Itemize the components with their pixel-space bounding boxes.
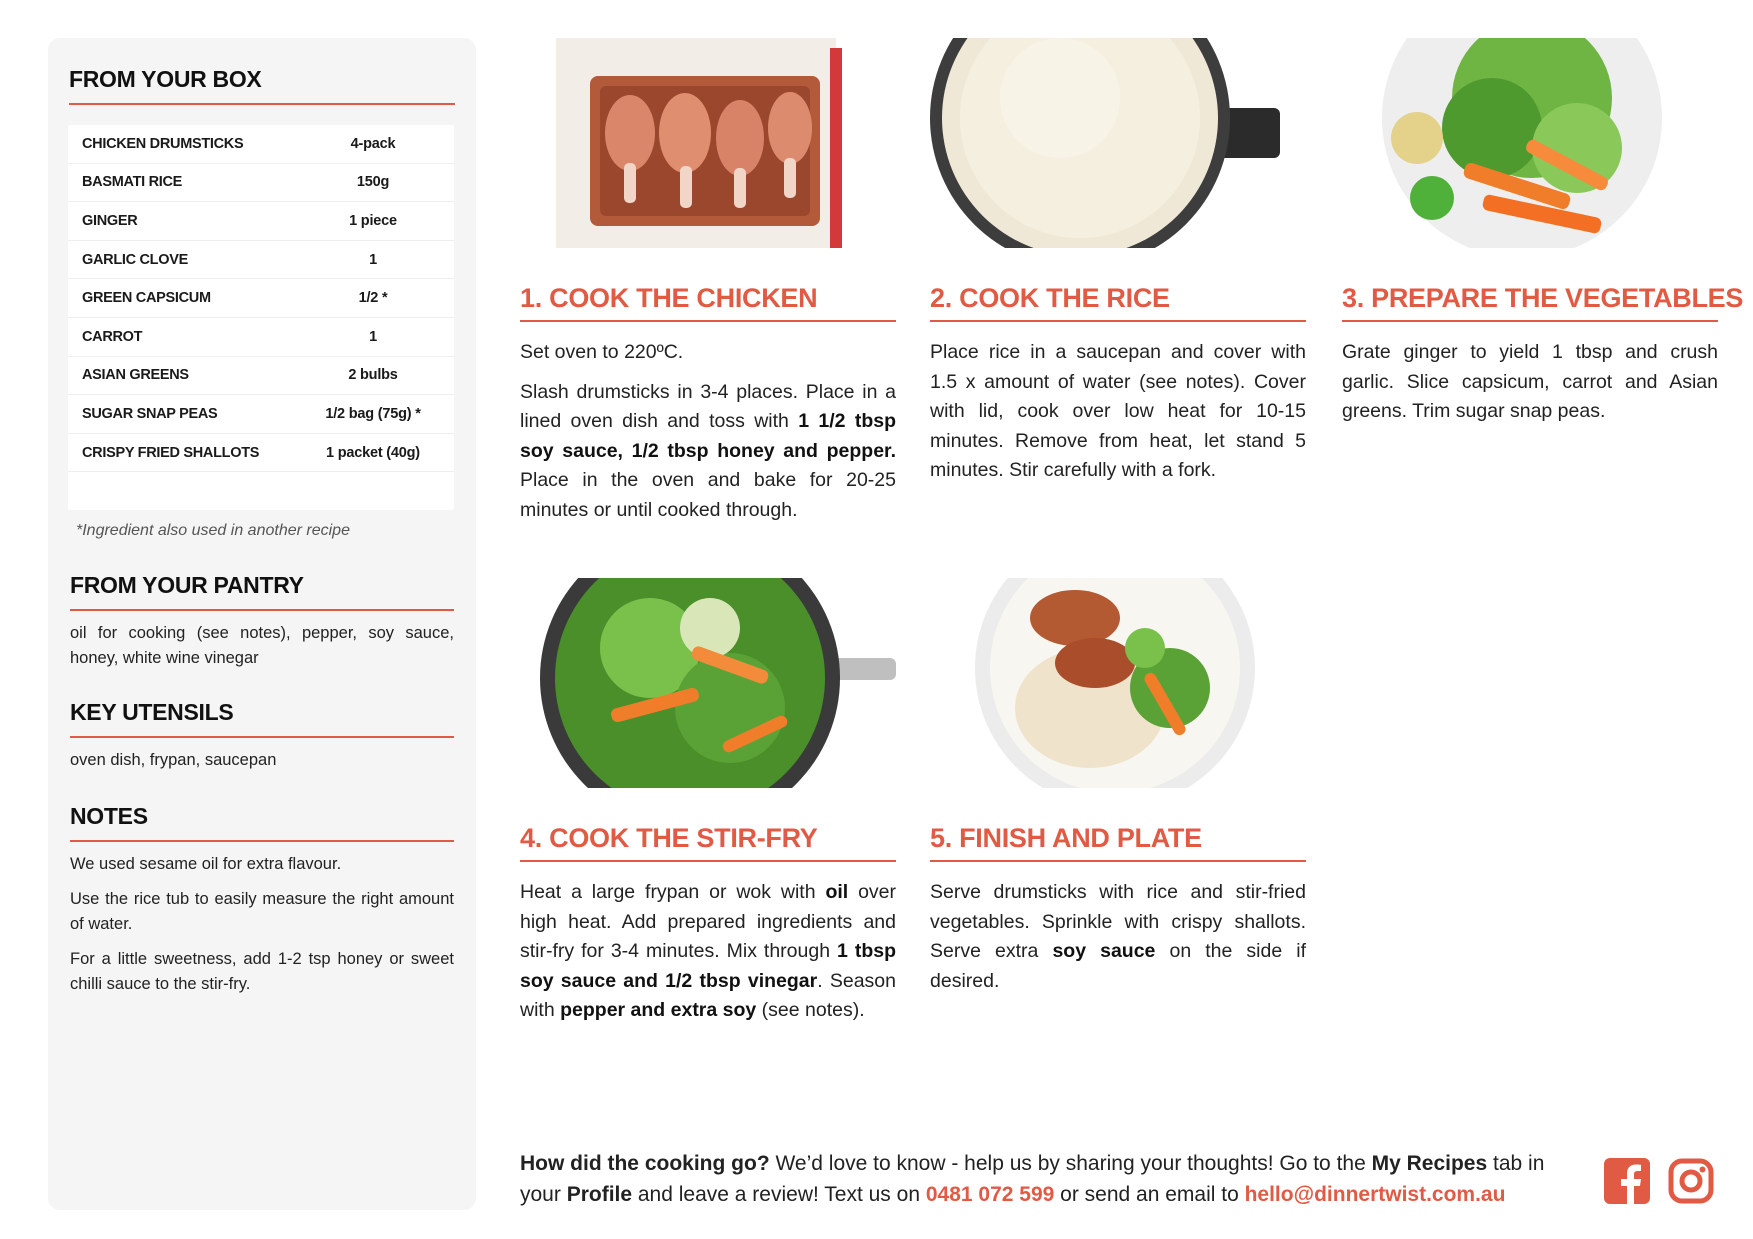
note-item: Use the rice tub to easily measure the right amount of water. <box>70 890 454 934</box>
ingredient-name: GREEN CAPSICUM <box>82 290 211 307</box>
from-your-pantry-title: FROM YOUR PANTRY <box>70 572 454 611</box>
note-item: For a little sweetness, add 1-2 tsp honey or sweet chilli sauce to the stir-fry. <box>70 950 454 994</box>
step-2 <box>930 38 1306 486</box>
rice-photo <box>930 38 1306 248</box>
phone-link[interactable]: 0481 072 599 <box>925 1183 1055 1206</box>
ingredients-table <box>68 125 454 510</box>
ingredient-name: CRISPY FRIED SHALLOTS <box>82 444 260 461</box>
step-2-title: 2. COOK THE RICE <box>930 283 1306 322</box>
ingredient-row <box>68 125 454 164</box>
ingredient-name: ASIAN GREENS <box>82 367 189 384</box>
ingredients-sidebar <box>48 38 476 1210</box>
facebook-icon[interactable] <box>1604 1158 1650 1204</box>
step-4-text: Heat a large frypan or wok with oil over high heat. Add prepared ingredients and stir-fry for 3-4 minutes. Mix through 1 tbsp soy sauce and 1/2 tbsp vinegar. Season with pepper and extra soy (see notes). <box>520 881 896 1021</box>
ingredient-name: CARROT <box>82 328 143 345</box>
pantry-section <box>70 572 454 671</box>
vegetables-photo <box>1342 38 1718 248</box>
ingredient-name: CHICKEN DRUMSTICKS <box>82 135 244 152</box>
step-3-body <box>1342 338 1718 427</box>
step-1-text: Slash drumsticks in 3-4 places. Place in a lined oven dish and toss with 1 1/2 tbsp soy sauce, 1/2 tbsp honey and pepper. Place in the oven and bake for 20-25 minutes or until cooked through. <box>520 380 896 521</box>
instagram-icon[interactable] <box>1668 1158 1714 1204</box>
ingredient-name: GARLIC CLOVE <box>82 251 188 268</box>
feedback-question: How did the cooking go? <box>520 1152 770 1175</box>
step-3-title: 3. PREPARE THE VEGETABLES <box>1342 283 1718 322</box>
ingredient-qty: 1/2 bag (75g) * <box>325 405 421 422</box>
step-5-body <box>930 878 1306 996</box>
step-2-body <box>930 338 1306 486</box>
ingredient-row <box>68 434 454 473</box>
ingredient-row <box>68 279 454 318</box>
profile-label: Profile <box>566 1183 633 1206</box>
ingredient-name: BASMATI RICE <box>82 174 183 191</box>
step-1-body <box>520 338 896 525</box>
my-recipes-label: My Recipes <box>1371 1152 1488 1175</box>
step-5 <box>930 578 1306 996</box>
ingredient-footnote: *Ingredient also used in another recipe <box>76 522 350 540</box>
ingredient-row <box>68 164 454 203</box>
ingredient-qty: 1 packet (40g) <box>326 444 420 461</box>
ingredient-name: GINGER <box>82 212 138 229</box>
ingredient-qty: 1 piece <box>349 212 397 229</box>
ingredient-qty: 1 <box>369 328 377 345</box>
stir-fry-photo <box>520 578 896 788</box>
notes-title: NOTES <box>70 803 454 842</box>
ingredient-name: SUGAR SNAP PEAS <box>82 405 218 422</box>
ingredient-qty: 4-pack <box>350 135 396 152</box>
step-3-text: Grate ginger to yield 1 tbsp and crush garlic. Slice capsicum, carrot and Asian greens. Trim sugar snap peas. <box>1342 341 1718 422</box>
from-your-box-title: FROM YOUR BOX <box>69 66 455 105</box>
social-links <box>1604 1158 1714 1204</box>
ingredient-row <box>68 357 454 396</box>
ingredient-qty: 1/2 * <box>358 290 388 307</box>
ingredient-qty: 150g <box>356 174 390 191</box>
pantry-text: oil for cooking (see notes), pepper, soy sauce, honey, white wine vinegar <box>70 624 454 668</box>
step-3 <box>1342 38 1744 427</box>
step-4-title: 4. COOK THE STIR-FRY <box>520 823 896 862</box>
step-5-text: Serve drumsticks with rice and stir-fried vegetables. Sprinkle with crispy shallots. Serve extra soy sauce on the side if desired. <box>930 881 1306 992</box>
email-link[interactable]: hello@dinnertwist.com.au <box>1244 1183 1506 1206</box>
key-utensils-title: KEY UTENSILS <box>70 699 454 738</box>
utensils-text: oven dish, frypan, saucepan <box>70 751 277 770</box>
step-5-title: 5. FINISH AND PLATE <box>930 823 1306 862</box>
ingredient-qty: 1 <box>369 251 377 268</box>
plated-dish-photo <box>930 578 1306 788</box>
utensils-section <box>70 699 454 773</box>
ingredient-row <box>68 202 454 241</box>
step-1-title: 1. COOK THE CHICKEN <box>520 283 896 322</box>
feedback-footer: How did the cooking go? We’d love to know - help us by sharing your thoughts! Go to the My Recipes tab in your Profile and leave a review! Text us on 0481 072 599 or send an email to hello@dinnertwist.com.au <box>520 1152 1545 1206</box>
ingredient-row <box>68 241 454 280</box>
step-4 <box>520 578 896 1026</box>
step-1 <box>520 38 896 525</box>
step-4-body <box>520 878 896 1026</box>
notes-section <box>70 803 454 997</box>
step-2-text: Place rice in a saucepan and cover with 1.5 x amount of water (see notes). Cover with lid, cook over low heat for 10-15 minutes. Remove from heat, let stand 5 minutes. Stir carefully with a fork. <box>930 341 1306 481</box>
ingredient-qty: 2 bulbs <box>348 367 398 384</box>
ingredient-row <box>68 395 454 434</box>
note-item: We used sesame oil for extra flavour. <box>70 855 342 874</box>
table-spacer <box>68 472 454 510</box>
chicken-photo <box>520 38 896 248</box>
step-1-text: Set oven to 220ºC. <box>520 341 684 363</box>
ingredient-row <box>68 318 454 357</box>
